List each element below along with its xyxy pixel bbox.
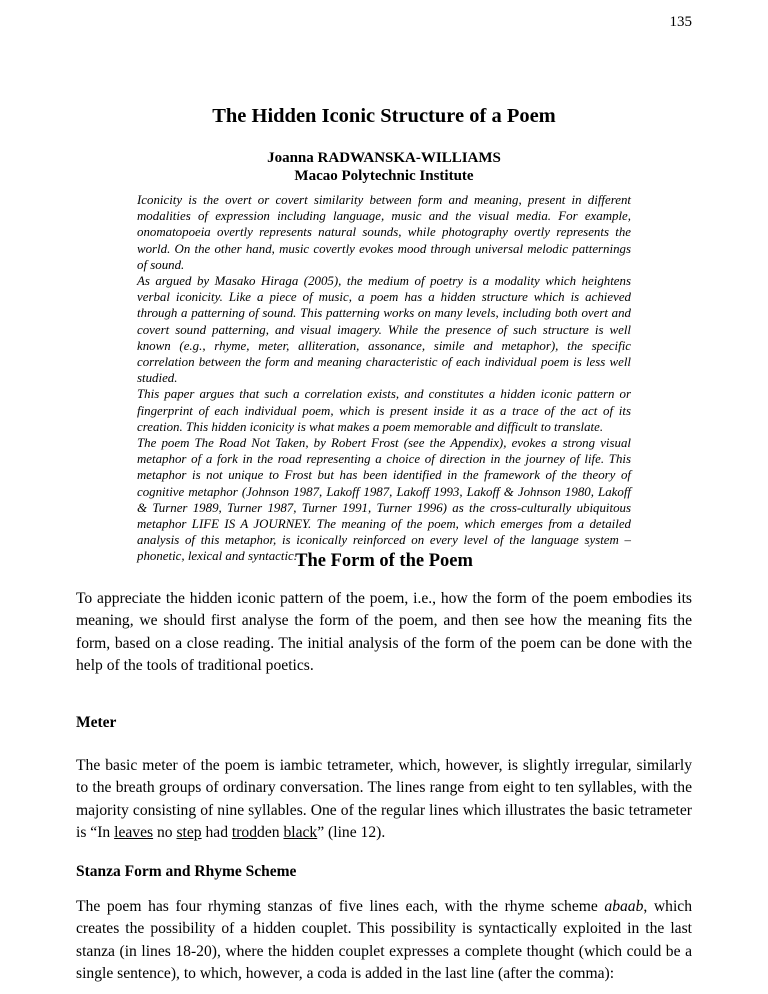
author-name: Joanna RADWANSKA-WILLIAMS [267,150,501,166]
stressed-syllable: trod [231,823,258,841]
paper-title: The Hidden Iconic Structure of a Poem [212,105,556,127]
abstract-paragraph: As argued by Masako Hiraga (2005), the medium of poetry is a modality which heightens verbal iconicity. Like a piece of music, a poem has a hidden structure which is achieved through a patterning of sound. This patterning works on many levels, including both overt and covert sound patterning, and visual imagery. While the presence of such structure is well known (e.g., rhyme, meter, alliteration, assonance, simile and metaphor), the specific correlation between the form and meaning characteristic of each individual poem is less well studied. [137,274,631,386]
stressed-syllable: leaves [114,823,154,841]
abstract [137,192,631,565]
intro-paragraph: To appreciate the hidden iconic pattern of the poem, i.e., how the form of the poem embodies its meaning, we should first analyse the form of the poem, and then see how the meaning fits the form, based on a close reading. The initial analysis of the form of the poem can be done with the help of the tools of traditional poetics. [76,590,692,674]
meter-heading: Meter [76,714,117,731]
stanza-heading: Stanza Form and Rhyme Scheme [76,863,297,880]
meter-text-after: ” (line 12). [317,823,386,841]
meter-text-before: The basic meter of the poem is iambic tetrameter, which, however, is slightly irregular, similarly to the breath groups of ordinary conversation. The lines range from eight to ten syllables, with the majority consisting of nine syllables. One of the regular lines which illustrates the basic tetrameter is “In [76,757,692,841]
section-heading: The Form of the Poem [295,551,473,571]
abstract-paragraph: The poem The Road Not Taken, by Robert Frost (see the Appendix), evokes a strong visual metaphor of a fork in the road representing a choice of direction in the journey of life. This metaphor is not unique to Frost but has been identified in the framework of the theory of cognitive metaphor (Johnson 1987, Lakoff 1987, Lakoff 1993, Lakoff & Johnson 1980, Lakoff & Turner 1989, Turner 1987, Turner 1991, Turner 1996) as the cross-culturally ubiquitous metaphor LIFE IS A JOURNEY. The meaning of the poem, which emerges from a detailed analysis of this metaphor, is iconically reinforced on every level of the language system – phonetic, lexical and syntactic. [137,436,631,564]
author-block [0,149,768,185]
page-number: 135 [669,14,692,30]
author-affiliation: Macao Polytechnic Institute [294,168,474,184]
rhyme-scheme: abaab [604,898,644,915]
stanza-paragraph: The poem has four rhyming stanzas of five lines each, with the rhyme scheme abaab, which creates the possibility of a hidden couplet. This possibility is syntactically exploited in the last stanza (in lines 18-20), where the hidden couplet expresses a complete thought (which could be a single sentence), to which, however, a coda is added in the last line (after the comma): [76,898,692,982]
abstract-paragraph: Iconicity is the overt or covert similarity between form and meaning, present in different modalities of expression including language, music and the visual media. For example, onomatopoeia overtly represents natural sounds, while photography overtly represents the world. On the other hand, music covertly evokes mood through universal melodic patternings of sound. [137,193,631,272]
meter-paragraph: The basic meter of the poem is iambic tetrameter, which, however, is slightly irregular, similarly to the breath groups of ordinary conversation. The lines range from eight to ten syllables, with the majority consisting of nine syllables. One of the regular lines which illustrates the basic tetrameter is “In leaves no step had trodden black” (line 12). [76,757,692,841]
stressed-syllable: black [283,823,318,841]
abstract-paragraph: This paper argues that such a correlation exists, and constitutes a hidden iconic pattern or fingerprint of each individual poem, which is present inside it as a trace of the act of its creation. This hidden iconicity is what makes a poem memorable and difficult to translate. [137,387,631,434]
stressed-syllable: step [176,823,202,841]
